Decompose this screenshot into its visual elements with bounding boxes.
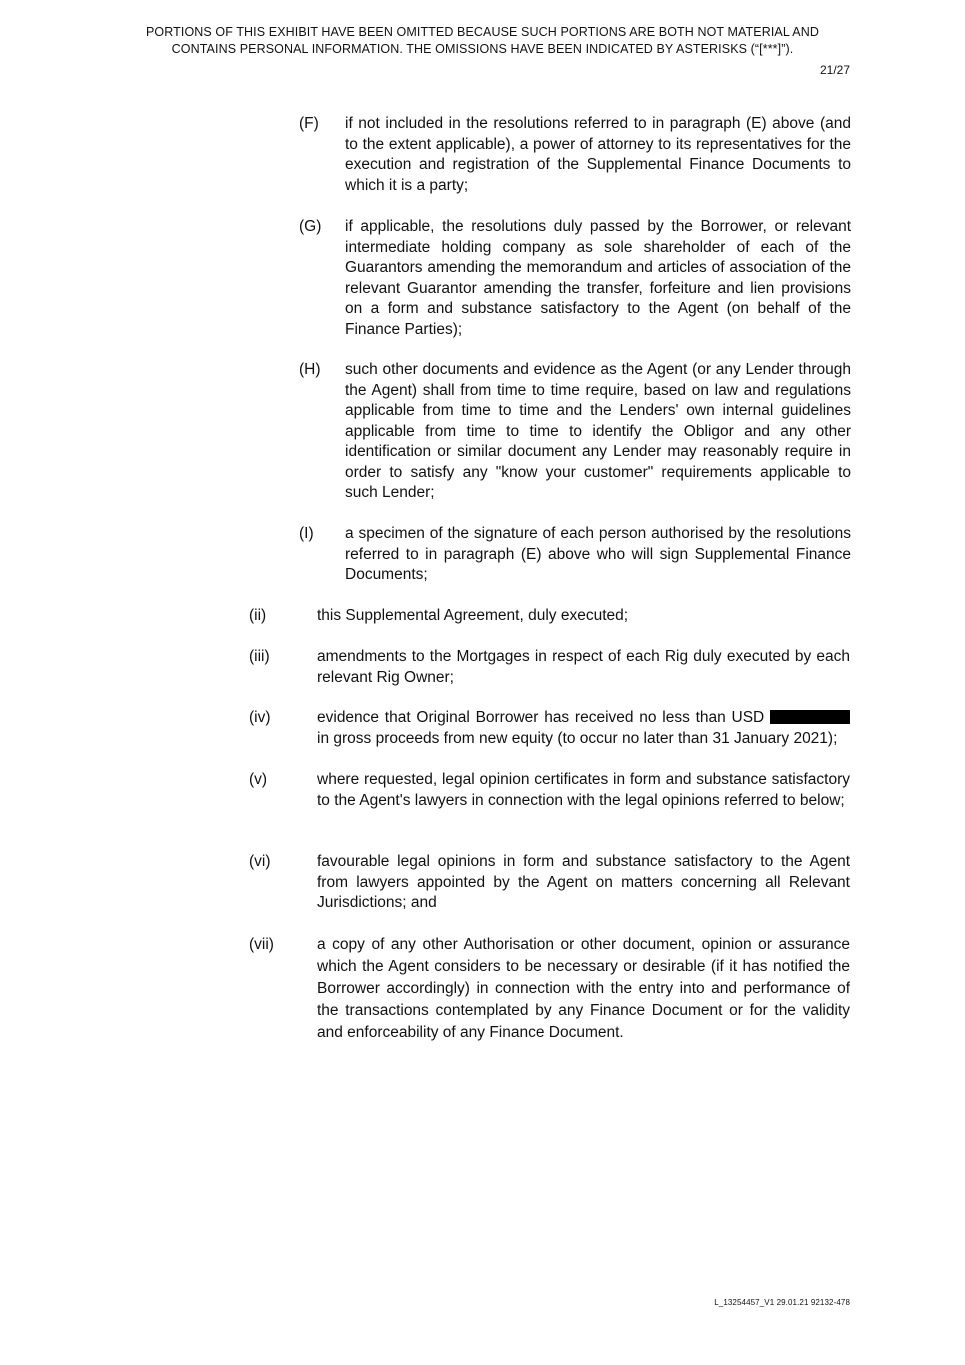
item-text: if applicable, the resolutions duly passed by the Borrower, or relevant intermediate holding company as sole shareholder of each of the Guarantors amending the memorandum and articles of association of the relevant Guarantor amending the transfer, forfeiture and lien provisions on a form and substance satisfactory to the Agent (on behalf of the Finance Parties); [345,218,851,338]
item-label: (v) [249,771,268,788]
item-label: (H) [299,361,321,378]
item-label: (F) [299,115,319,132]
item-text: this Supplemental Agreement, duly executed; [317,607,629,624]
item-text: favourable legal opinions in form and substance satisfactory to the Agent from lawyers appointed by the Agent on matters concerning all Relevant Jurisdictions; and [317,853,850,911]
item-label: (vii) [249,936,274,953]
item-label: (I) [299,525,314,542]
item-text: amendments to the Mortgages in respect of each Rig duly executed by each relevant Rig Owner; [317,648,850,686]
document-reference: L_13254457_V1 29.01.21 92132-478 [714,1298,850,1307]
item-text-before: evidence that Original Borrower has received no less than USD [317,709,765,726]
item-label: (iv) [249,709,271,726]
item-text: a copy of any other Authorisation or other document, opinion or assurance which the Agent considers to be necessary or desirable (if it has notified the Borrower accordingly) in connection with the entry into and performance of the transactions contemplated by any Finance Document or for the validity and enforceability of any Finance Document. [317,936,850,1041]
item-text-after: in gross proceeds from new equity (to occur no later than 31 January 2021); [317,729,838,747]
item-label: (vi) [249,853,271,870]
item-text: a specimen of the signature of each person authorised by the resolutions referred to in paragraph (E) above who will sign Supplemental Finance Documents; [345,525,851,583]
page-number: 21/27 [819,63,850,77]
item-label: (iii) [249,648,270,665]
item-text: such other documents and evidence as the Agent (or any Lender through the Agent) shall from time to time require, based on law and regulations applicable from time to time and the Lenders' own internal guidelines applicable from time to time to identify the Obligor and any other identification or similar document any Lender may reasonably require in order to satisfy any "know your customer" requirements applicable to such Lender; [345,361,851,501]
item-text: where requested, legal opinion certificates in form and substance satisfactory to the Agent's lawyers in connection with the legal opinions referred to below; [317,771,850,809]
redaction-block [770,710,850,724]
notice-line-2: CONTAINS PERSONAL INFORMATION. THE OMISSIONS HAVE BEEN INDICATED BY ASTERISKS (“[***]”). [171,42,794,56]
item-label: (ii) [249,607,267,624]
item-label: (G) [299,218,322,235]
item-text [317,708,850,749]
notice-line-1: PORTIONS OF THIS EXHIBIT HAVE BEEN OMITTED BECAUSE SUCH PORTIONS ARE BOTH NOT MATERIAL AND [145,25,819,39]
exhibit-omission-notice [0,24,965,58]
item-text: if not included in the resolutions referred to in paragraph (E) above (and to the extent applicable), a power of attorney to its representatives for the execution and registration of the Supplemental Finance Documents to which it is a party; [345,115,851,194]
